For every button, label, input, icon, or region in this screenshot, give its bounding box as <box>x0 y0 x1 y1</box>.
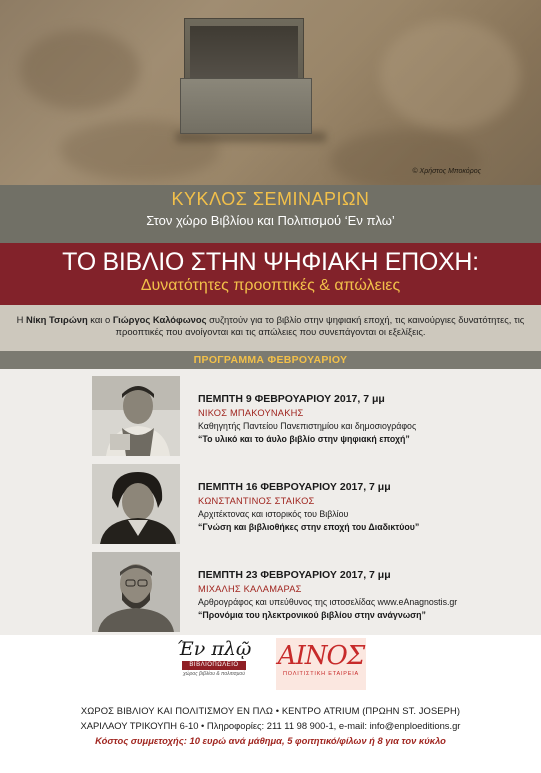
talk-title: “Προνόμια του ηλεκτρονικού βιβλίου στην ανάγνωση” <box>198 610 426 620</box>
intro-prefix: Η <box>16 314 27 325</box>
speaker-list <box>0 369 541 635</box>
speaker-role: Αρχιτέκτονας και ιστορικός του Βιβλίου <box>198 509 349 519</box>
speaker-info <box>198 569 528 620</box>
event-subtitle: Δυνατότητες προοπτικές & απώλειες <box>140 277 401 294</box>
enplo-logo <box>168 638 260 690</box>
hero-artwork <box>0 0 541 185</box>
speaker-info <box>198 393 528 444</box>
speaker-photo <box>92 376 180 456</box>
intro-mid: και ο <box>87 314 113 325</box>
ainos-logo <box>276 638 366 690</box>
box-interior <box>190 26 298 84</box>
session-date: ΠΕΜΠΤΗ 9 ΦΕΒΡΟΥΑΡΙΟΥ 2017, 7 μμ <box>198 393 385 405</box>
ainos-wordmark: ΑΙΝΟΣ <box>277 641 365 671</box>
venue-address: ΧΩΡΟΣ ΒΙΒΛΙΟΥ ΚΑΙ ΠΟΛΙΤΙΣΜΟΥ ΕΝ ΠΛΩ • ΚΕΝΤΡΟ ATRIUM (ΠΡΩΗΝ ST. JOSEPH) <box>80 705 461 716</box>
program-title: ΠΡΟΓΡΑΜΜΑ ΦΕΒΡΟΥΑΡΙΟΥ <box>0 351 541 369</box>
host-name: Γιώργος Καλόφωνος <box>112 314 207 325</box>
speaker-name: ΝΙΚΟΣ ΜΠΑΚΟΥΝΑΚΗΣ <box>198 408 304 418</box>
enplo-tagline: χώρος βιβλίου & πολιτισμού <box>183 671 245 677</box>
speaker-role: Αρθρογράφος και υπεύθυνος της ιστοσελίδας www.eAnagnostis.gr <box>198 597 458 607</box>
ainos-tagline: ΠΟΛΙΤΙΣΤΙΚΗ ΕΤΑΙΡΕΙΑ <box>282 671 360 677</box>
footer <box>0 695 541 773</box>
speaker-item <box>0 461 541 547</box>
hero-texture <box>20 30 140 110</box>
speaker-photo <box>92 552 180 632</box>
event-header <box>0 243 541 305</box>
speaker-photo <box>92 464 180 544</box>
speaker-name: ΚΩΝΣΤΑΝΤΙΝΟΣ ΣΤΑΙΚΟΣ <box>198 496 315 506</box>
enplo-wordmark: Έν πλῷ <box>176 638 252 660</box>
contact-info: ΧΑΡΙΛΑΟΥ ΤΡΙΚΟΥΠΗ 6-10 • Πληροφορίες: 211 11 98 900-1, e-mail: info@enploeditions.gr <box>80 720 461 731</box>
series-header <box>0 185 541 243</box>
hero-texture <box>330 130 480 185</box>
speaker-name: ΜΙΧΑΛΗΣ ΚΑΛΑΜΑΡΑΣ <box>198 584 302 594</box>
session-date: ΠΕΜΠΤΗ 16 ΦΕΒΡΟΥΑΡΙΟΥ 2017, 7 μμ <box>198 481 391 493</box>
speaker-item <box>0 373 541 459</box>
host-name: Νίκη Τσιρώνη <box>26 314 88 325</box>
session-date: ΠΕΜΠΤΗ 23 ΦΕΒΡΟΥΑΡΙΟΥ 2017, 7 μμ <box>198 569 391 581</box>
talk-title: “Το υλικό και το άυλο βιβλίο στην ψηφιακή εποχή” <box>198 434 410 444</box>
series-venue: Στον χώρο Βιβλίου και Πολιτισμού ‘Εν πλω’ <box>146 213 395 228</box>
speaker-role: Καθηγητής Παντείου Πανεπιστημίου και δημοσιογράφος <box>198 421 417 431</box>
series-title: ΚΥΚΛΟΣ ΣΕΜΙΝΑΡΙΩΝ <box>171 189 370 209</box>
enplo-bar: ΒΙΒΛΙΟΠΩΛΕΙΟ <box>182 661 246 670</box>
talk-title: “Γνώση και βιβλιοθήκες στην εποχή του Διαδικτύου” <box>198 522 420 532</box>
event-title: ΤΟ ΒΙΒΛΙΟ ΣΤΗΝ ΨΗΦΙΑΚΗ ΕΠΟΧΗ: <box>62 248 479 276</box>
intro-rest: συζητούν για το βιβλίο στην ψηφιακή εποχή, τις καινούργιες δυνατότητες, τις προοπτικές που ανοίγονται και τις απώλειες που συνεπάγονται οι εξελίξεις. <box>115 314 525 337</box>
intro-text <box>0 305 541 351</box>
photo-credit: © Χρήστος Μποκόρος <box>412 168 481 175</box>
speaker-info <box>198 481 528 532</box>
speaker-item <box>0 549 541 635</box>
sponsor-logos <box>0 635 541 695</box>
participation-cost: Κόστος συμμετοχής: 10 ευρώ ανά μάθημα, 5 φοιτητικό/φίλων ή 8 για τον κύκλο <box>95 735 446 746</box>
hero-texture <box>380 20 520 130</box>
box-front <box>180 78 312 134</box>
